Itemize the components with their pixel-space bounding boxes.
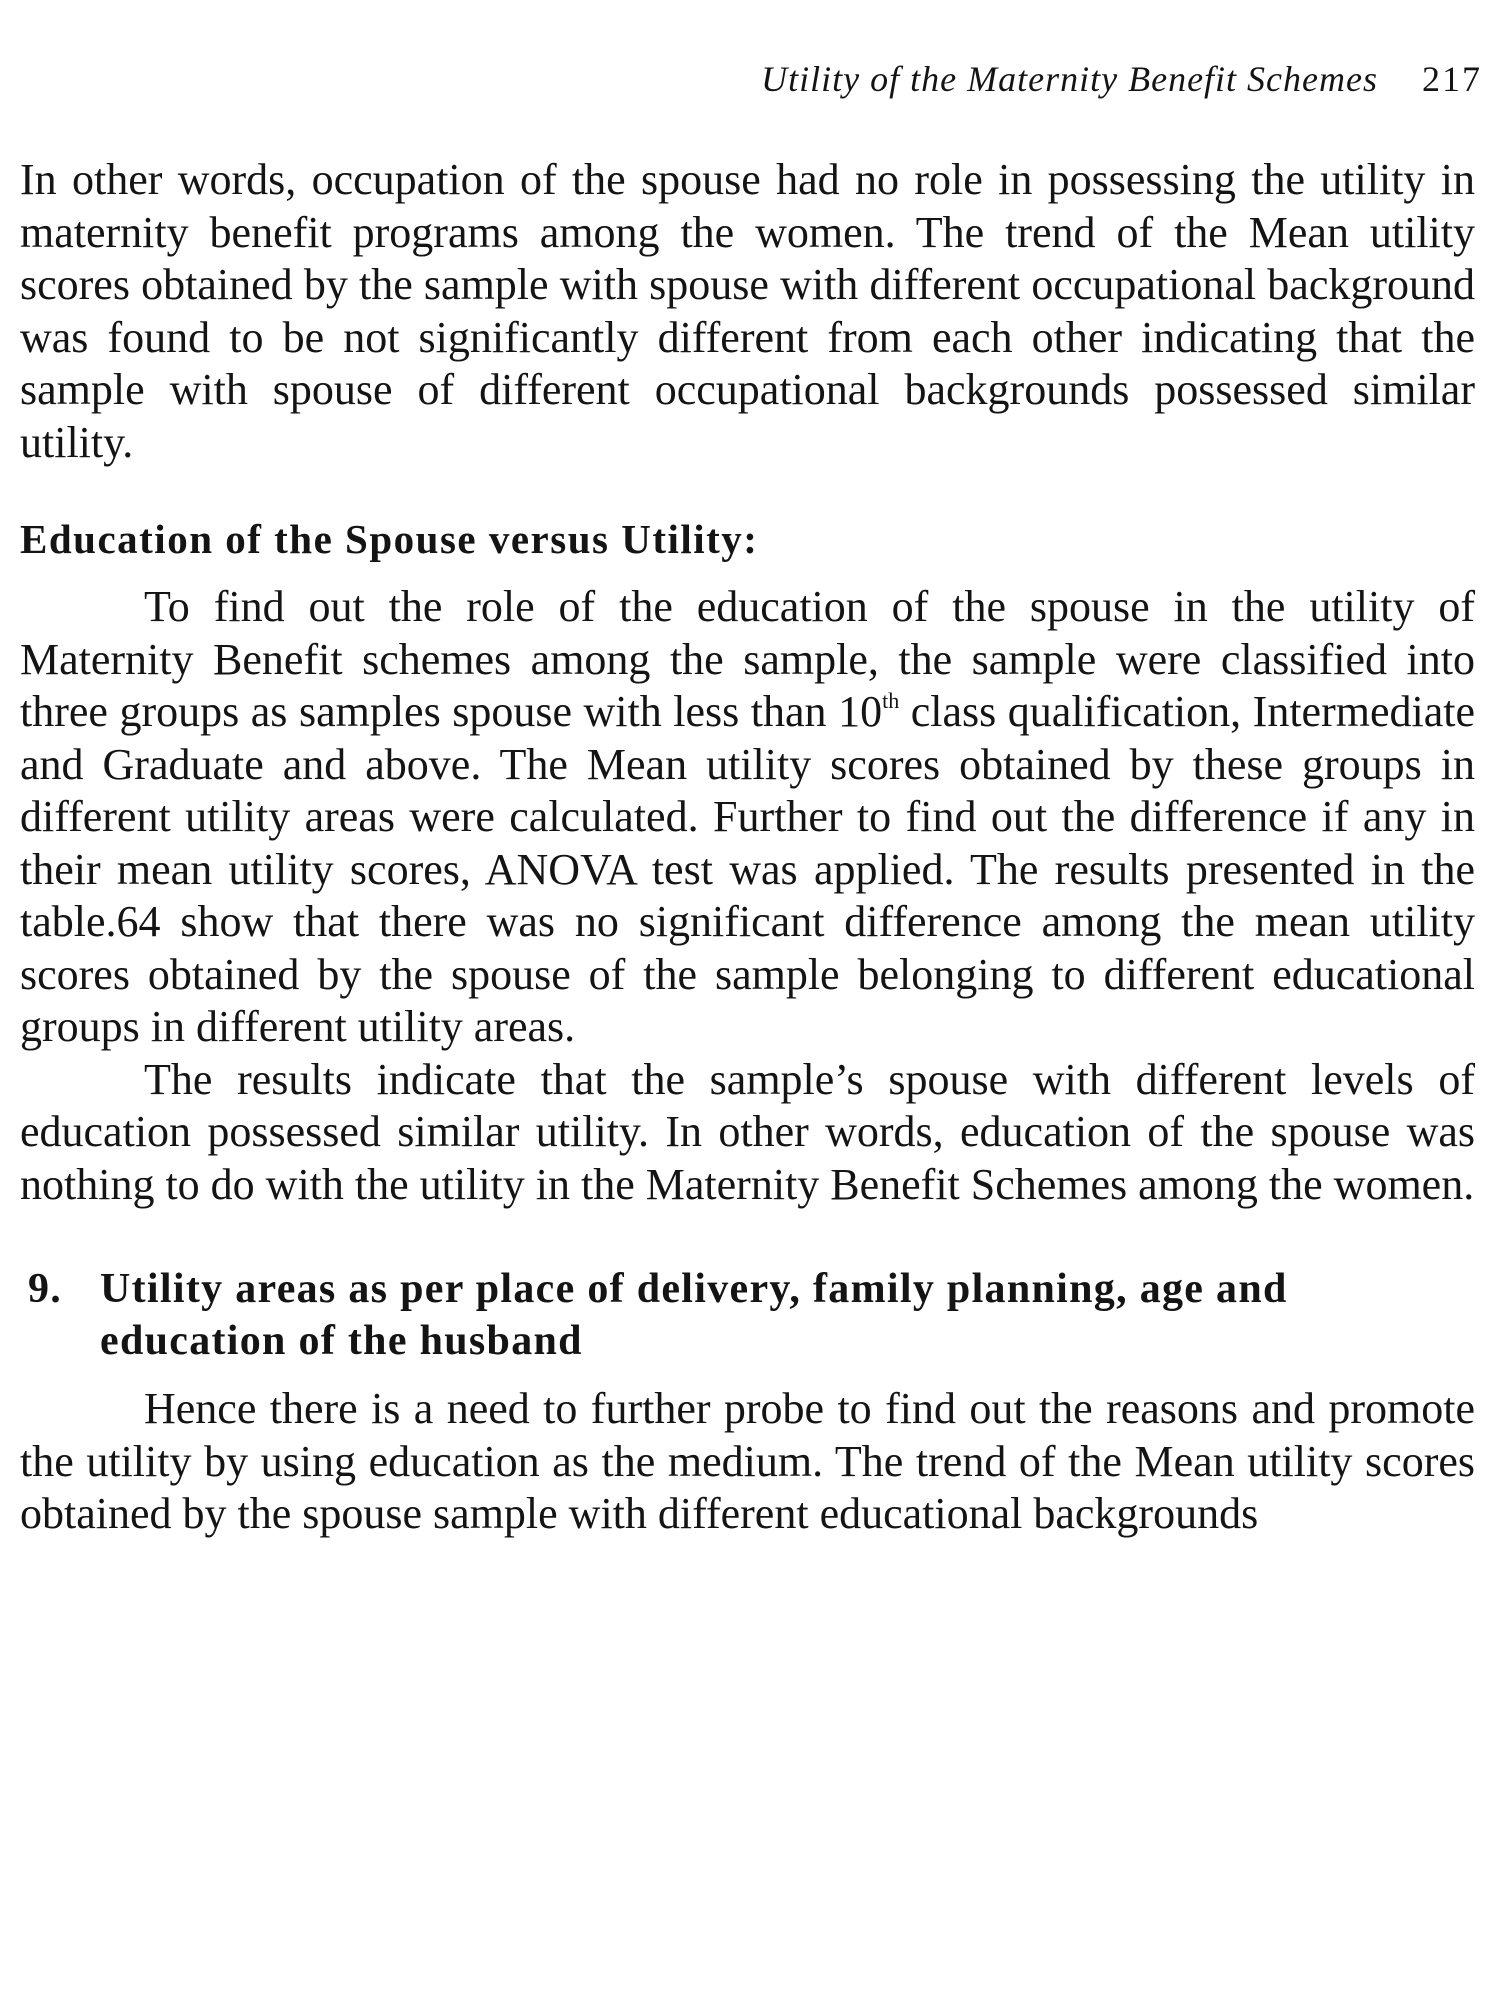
- paragraph-education-method: [20, 581, 1475, 1054]
- paragraph-education-method-part1: To find out the role of the education of the spouse in the utility of Maternity Benefit schemes among the sample, the sample were classified into three groups as samples spouse with less than 10: [20, 582, 1475, 736]
- page-number: 217: [1422, 59, 1482, 99]
- section-heading-9: [28, 1263, 1475, 1367]
- subheading-education-of-spouse: Education of the Spouse versus Utility:: [20, 516, 759, 562]
- paragraph-occupation-conclusion: In other words, occupation of the spouse had no role in possessing the utility in maternity benefit programs among the women. The trend of the Mean utility scores obtained by the sample with spouse with different occupational background was found to be not significantly different from each other indicating that the sample with spouse of different occupational backgrounds possessed similar utility.: [20, 155, 1475, 467]
- paragraph-education-method-part2: class qualification, Intermediate and Graduate and above. The Mean utility scores obtained by these groups in different utility areas were calculated. Further to find out the difference if any in their mean utility scores, ANOVA test was applied. The results presented in the table.64 show that there was no significant difference among the mean utility scores obtained by the spouse of the sample belonging to different educational groups in different utility areas.: [20, 687, 1475, 1051]
- section-title: Utility areas as per place of delivery, family planning, age and education of the husband: [100, 1266, 1288, 1364]
- running-title: Utility of the Maternity Benefit Schemes: [761, 59, 1378, 99]
- page-body: [20, 154, 1475, 1541]
- superscript-th: th: [882, 688, 900, 713]
- paragraph-further-probe: Hence there is a need to further probe to find out the reasons and promote the utility by using education as the medium. The trend of the Mean utility scores obtained by the spouse sample with different educational backgrounds: [20, 1384, 1475, 1538]
- section-number: 9.: [28, 1266, 63, 1312]
- running-header: [761, 58, 1482, 100]
- paragraph-education-results: The results indicate that the sample’s spouse with different levels of education possessed similar utility. In other words, education of the spouse was nothing to do with the utility in the Maternity Benefit Schemes among the women.: [20, 1054, 1475, 1209]
